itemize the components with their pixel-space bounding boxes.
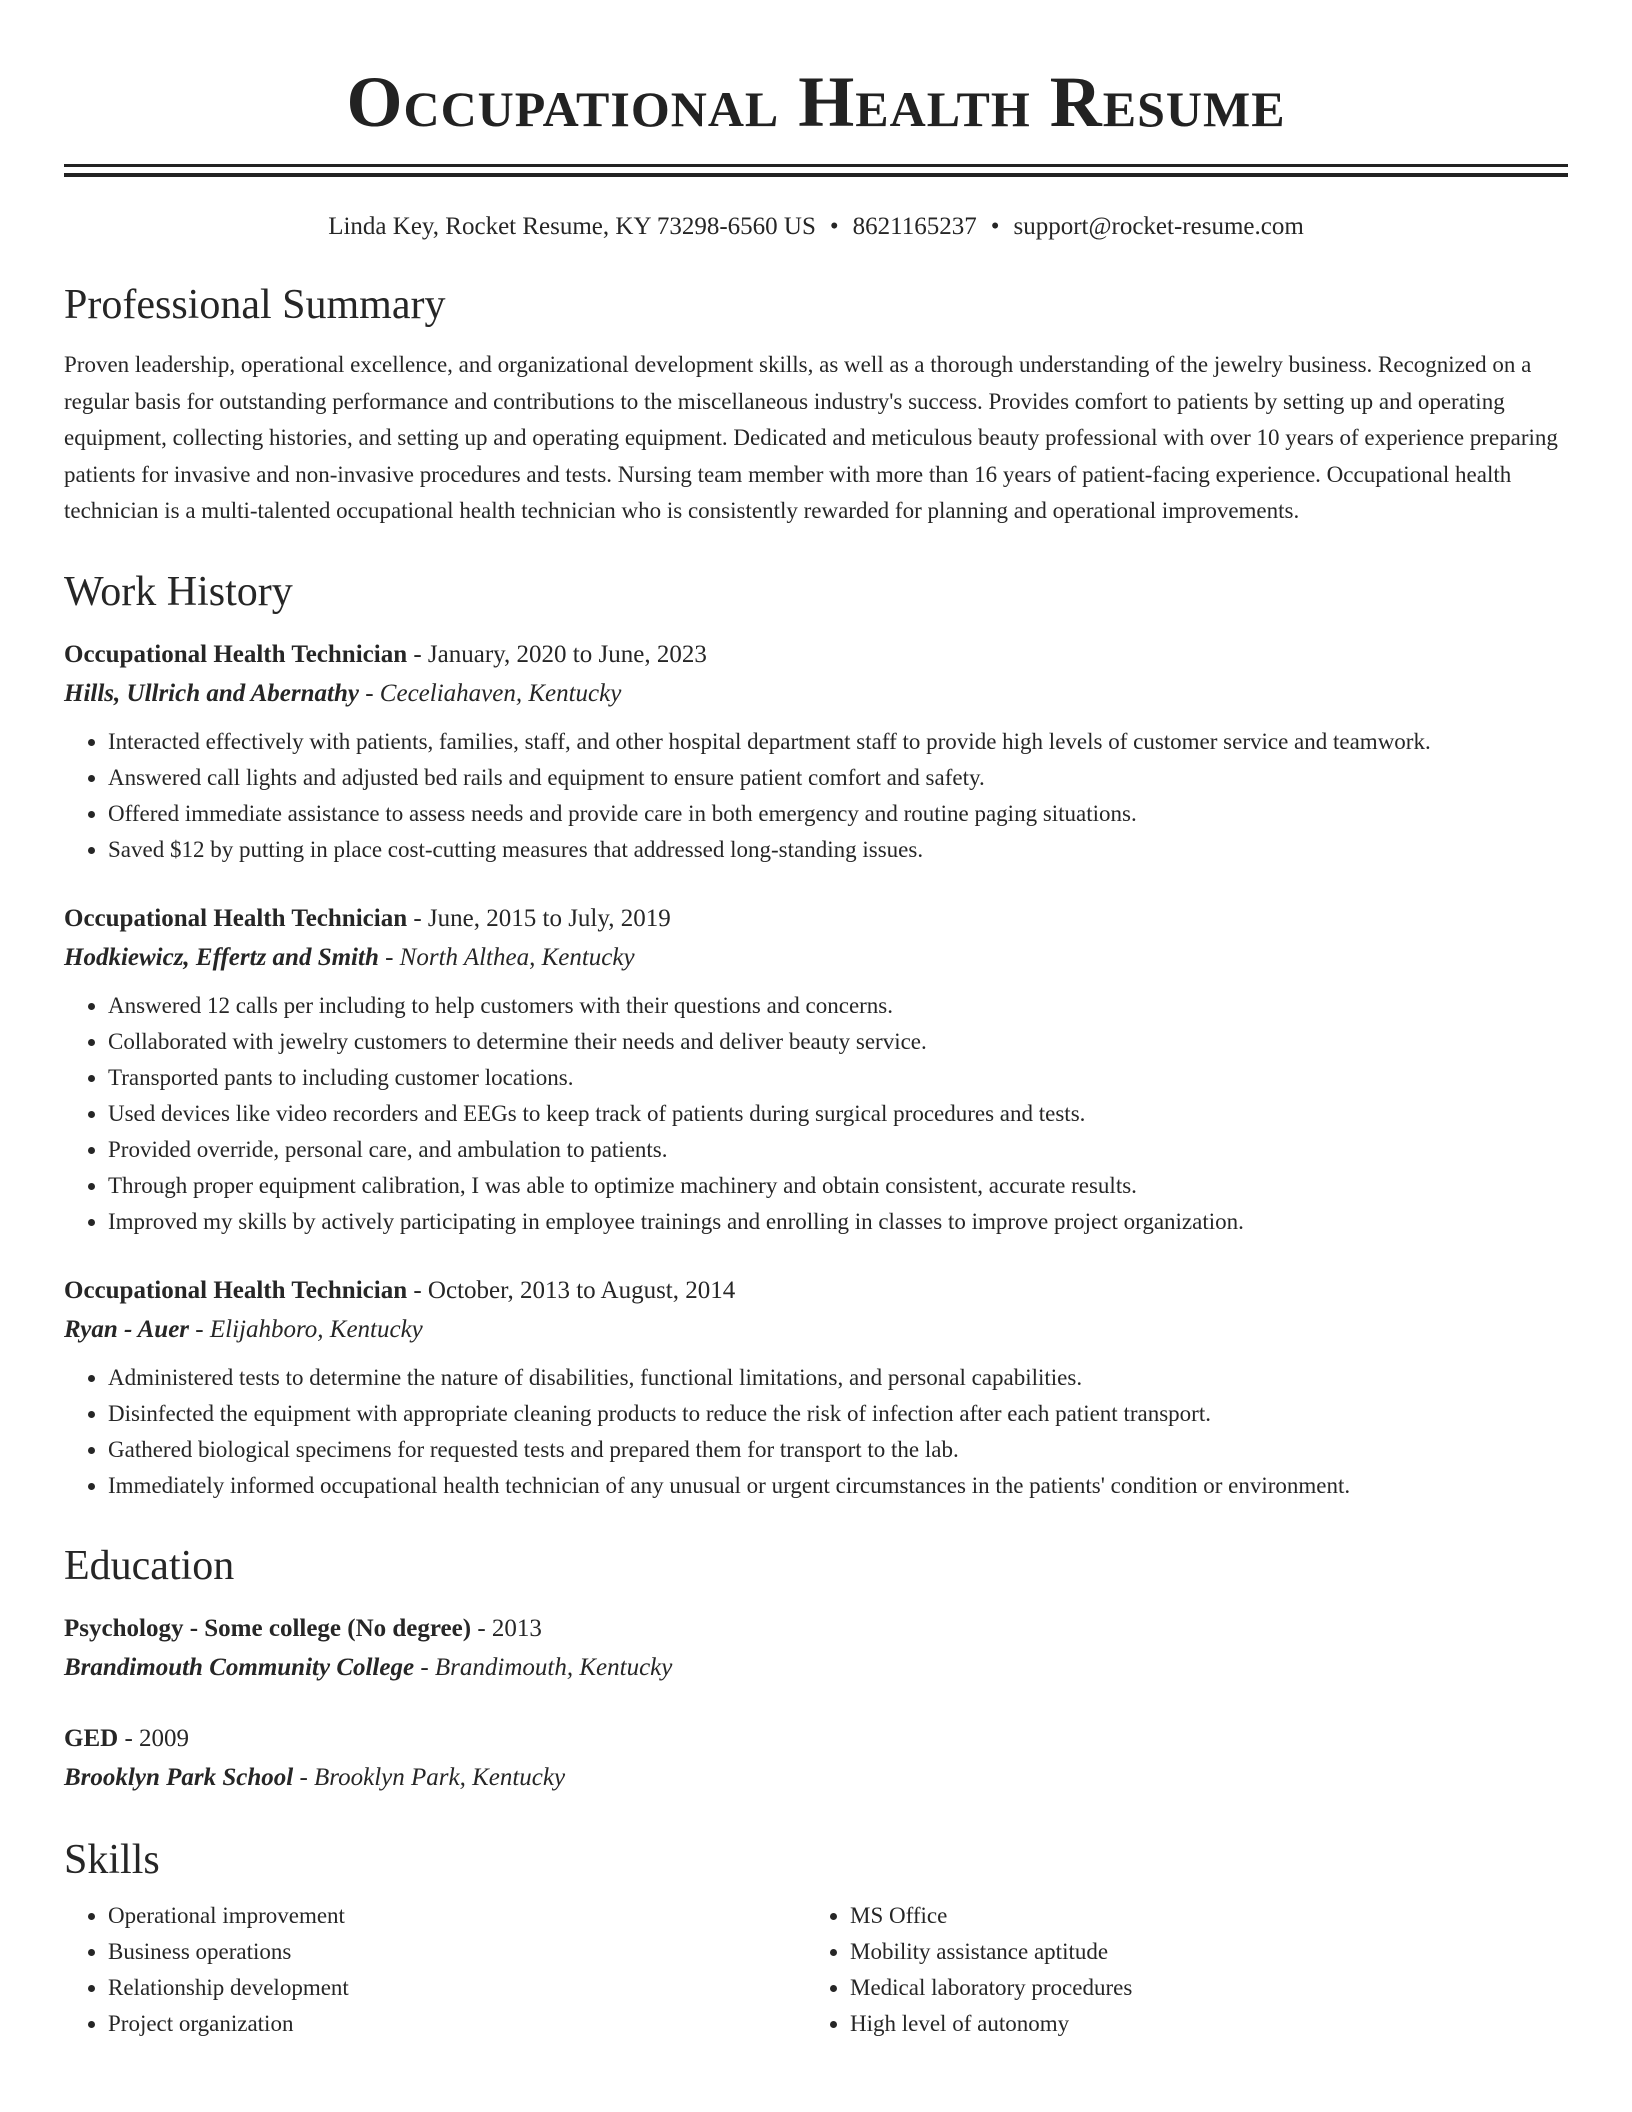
summary-heading: Professional Summary <box>64 282 446 328</box>
job-company: Hills, Ullrich and Abernathy <box>64 679 359 707</box>
contact-email: support@rocket-resume.com <box>1013 213 1304 240</box>
job-bullets <box>64 724 1568 868</box>
skill-item: • Mobility assistance aptitude <box>850 1934 1548 1970</box>
job-entry <box>64 1272 1568 1504</box>
skill-item: • High level of autonomy <box>850 2006 1548 2042</box>
education-school-line <box>64 1648 1568 1688</box>
education-school: Brandimouth Community College <box>64 1653 415 1681</box>
job-title-line <box>64 636 1568 674</box>
job-company-line <box>64 674 1568 714</box>
list-item: • Improved my skills by actively participating in employee trainings and enrolling in classes to improve project organization. <box>108 1204 1568 1240</box>
job-location: - North Althea, Kentucky <box>378 943 635 971</box>
work-history-heading: Work History <box>64 568 293 615</box>
job-role: Occupational Health Technician <box>64 1276 408 1304</box>
list-item: • Saved $12 by putting in place cost-cutting measures that addressed long-standing issues. <box>108 832 1568 868</box>
skills-list-right <box>806 1898 1548 2042</box>
skill-item: • Business operations <box>108 1934 806 1970</box>
job-location: - Ceceliahaven, Kentucky <box>358 679 622 707</box>
job-role: Occupational Health Technician <box>64 640 408 668</box>
education-degree-line <box>64 1720 1568 1758</box>
job-entry <box>64 900 1568 1240</box>
education-degree-line <box>64 1610 1568 1648</box>
job-role: Occupational Health Technician <box>64 904 408 932</box>
list-item: • Transported pants to including customer locations. <box>108 1060 1568 1096</box>
list-item: • Answered call lights and adjusted bed rails and equipment to ensure patient comfort and safety. <box>108 760 1568 796</box>
list-item: • Answered 12 calls per including to help customers with their questions and concerns. <box>108 988 1568 1024</box>
summary-text: Proven leadership, operational excellence, and organizational development skills, as well as a thorough understanding of the jewelry business. Recognized on a regular basis for outstanding performance and contributions to the miscellaneous industry's success. Provides comfort to patients by setting up and operating equipment, collecting histories, and setting up and operating equipment. Dedicated and meticulous beauty professional with over 10 years of experience preparing patients for invasive and non-invasive procedures and tests. Nursing team member with more than 16 years of patient-facing experience. Occupational health technician is a multi-talented occupational health technician who is consistently rewarded for planning and operational improvements. <box>64 352 1558 523</box>
job-bullets <box>64 1360 1568 1504</box>
education-school: Brooklyn Park School <box>64 1763 294 1791</box>
contact-line <box>64 211 1568 243</box>
skills-heading: Skills <box>64 1836 160 1883</box>
education-school-line <box>64 1758 1568 1798</box>
job-dates: - October, 2013 to August, 2014 <box>407 1276 736 1304</box>
list-item: • Administered tests to determine the nature of disabilities, functional limitations, and personal capabilities. <box>108 1360 1568 1396</box>
title-divider-bottom <box>64 173 1568 177</box>
education-degree: Psychology - Some college (No degree) <box>64 1614 472 1642</box>
education-location: - Brooklyn Park, Kentucky <box>293 1763 566 1791</box>
job-company-line <box>64 1310 1568 1350</box>
job-company: Hodkiewicz, Effertz and Smith <box>64 943 379 971</box>
job-title-line <box>64 1272 1568 1310</box>
list-item: • Disinfected the equipment with appropriate cleaning products to reduce the risk of infection after each patient transport. <box>108 1396 1568 1432</box>
skill-item: • Operational improvement <box>108 1898 806 1934</box>
job-company-line <box>64 938 1568 978</box>
education-degree: GED <box>64 1724 119 1752</box>
education-entry <box>64 1610 1568 1688</box>
list-item: • Immediately informed occupational health technician of any unusual or urgent circumstances in the patients' condition or environment. <box>108 1468 1568 1504</box>
contact-address: Linda Key, Rocket Resume, KY 73298-6560 US <box>328 213 816 240</box>
skills-list-left <box>64 1898 806 2042</box>
skill-item: • Relationship development <box>108 1970 806 2006</box>
education-entry <box>64 1720 1568 1798</box>
skill-item: • MS Office <box>850 1898 1548 1934</box>
contact-separator: • <box>829 213 839 240</box>
contact-separator: • <box>990 213 1000 240</box>
list-item: • Gathered biological specimens for requested tests and prepared them for transport to the lab. <box>108 1432 1568 1468</box>
list-item: • Collaborated with jewelry customers to determine their needs and deliver beauty service. <box>108 1024 1568 1060</box>
list-item: • Offered immediate assistance to assess needs and provide care in both emergency and routine paging situations. <box>108 796 1568 832</box>
education-year: - 2009 <box>118 1724 190 1752</box>
job-title-line <box>64 900 1568 938</box>
education-location: - Brandimouth, Kentucky <box>414 1653 673 1681</box>
list-item: • Interacted effectively with patients, families, staff, and other hospital department staff to provide high levels of customer service and teamwork. <box>108 724 1568 760</box>
skills-grid <box>64 1894 1568 2042</box>
list-item: • Provided override, personal care, and ambulation to patients. <box>108 1132 1568 1168</box>
job-company: Ryan - Auer <box>64 1315 190 1343</box>
job-entry <box>64 636 1568 868</box>
list-item: • Used devices like video recorders and EEGs to keep track of patients during surgical procedures and tests. <box>108 1096 1568 1132</box>
education-year: - 2013 <box>471 1614 542 1642</box>
page-title: Occupational Health Resume <box>346 62 1286 142</box>
contact-phone: 8621165237 <box>852 213 977 240</box>
list-item: • Through proper equipment calibration, I was able to optimize machinery and obtain consistent, accurate results. <box>108 1168 1568 1204</box>
job-bullets <box>64 988 1568 1240</box>
skill-item: • Medical laboratory procedures <box>850 1970 1548 2006</box>
skill-item: • Project organization <box>108 2006 806 2042</box>
job-location: - Elijahboro, Kentucky <box>189 1315 423 1343</box>
title-divider-top <box>64 164 1568 167</box>
education-heading: Education <box>64 1542 235 1589</box>
job-dates: - June, 2015 to July, 2019 <box>407 904 671 932</box>
job-dates: - January, 2020 to June, 2023 <box>407 640 707 668</box>
